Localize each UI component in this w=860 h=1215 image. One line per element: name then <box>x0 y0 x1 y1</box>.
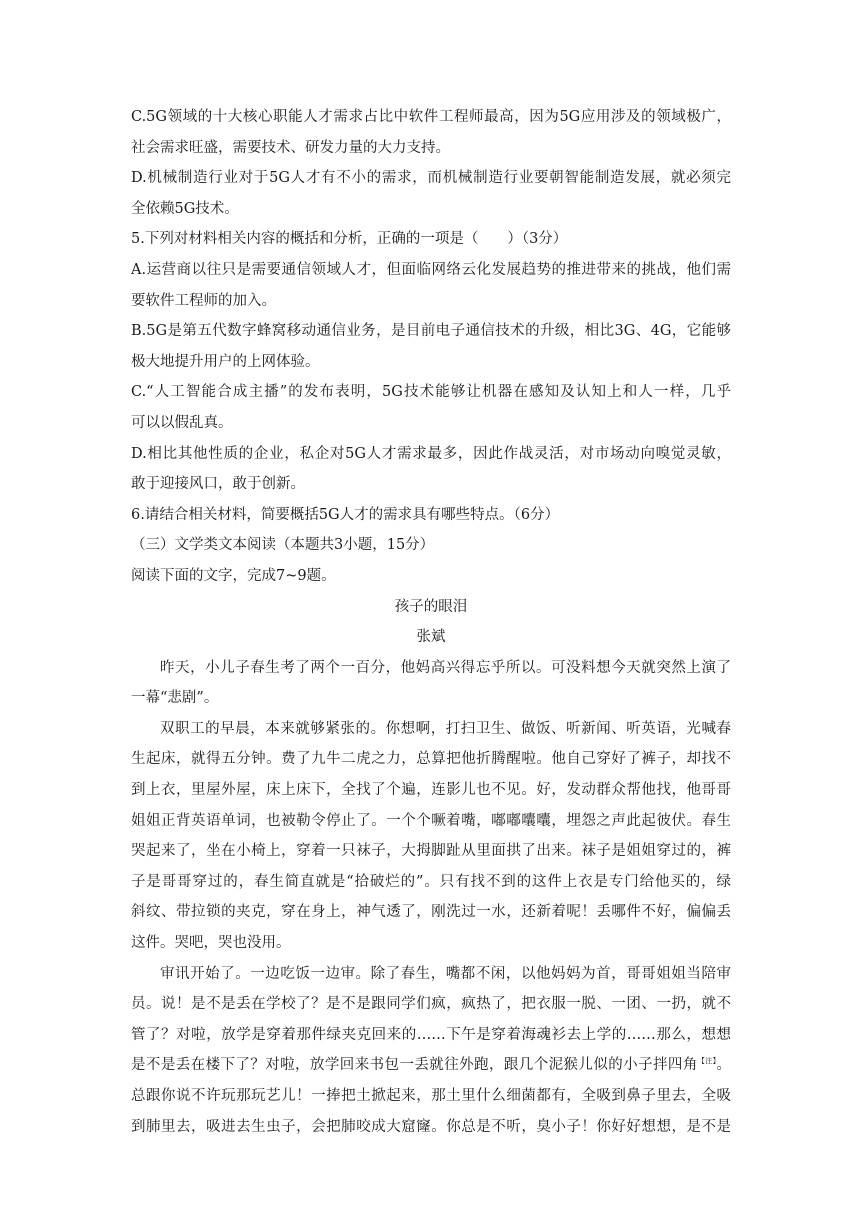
paragraph-line: 生起床，就得五分钟。费了九牛二虎之力，总算把他折腾醒啦。他自己穿好了裤子，却找不 <box>131 751 731 768</box>
footnote-marker: 【注】 <box>697 1057 717 1066</box>
document-page <box>131 102 731 1142</box>
paragraph-line: 姐姐正背英语单词，也被勒令停止了。一个个噘着嘴，嘟嘟囔囔，埋怨之声此起彼伏。春生 <box>131 812 731 829</box>
text-line: 极大地提升用户的上网体验。 <box>131 353 320 370</box>
paragraph-line: 到肺里去，吸进去生虫子，会把肺咬成大窟窿。你总是不听，臭小子！你好好想想，是不是 <box>131 1118 731 1135</box>
text-line: 社会需求旺盛，需要技术、研发力量的大力支持。 <box>131 139 450 156</box>
text-line: 敢于迎接风口，敢于创新。 <box>131 476 305 493</box>
option-d: D.相比其他性质的企业，私企对5G人才需求最多，因此作战灵活，对市场动向嗅觉灵敏， <box>131 445 731 462</box>
paragraph-line: 审讯开始了。一边吃饭一边审。除了春生，嘴都不闲，以他妈妈为首，哥哥姐姐当陪审 <box>160 965 731 982</box>
option-b: B.5G是第五代数字蜂窝移动通信业务，是目前电子通信技术的升级，相比3G、4G，它能够 <box>131 323 731 340</box>
text-line: 可以以假乱真。 <box>131 414 233 431</box>
section-heading: （三）文学类文本阅读（本题共3小题，15分） <box>131 537 435 554</box>
option-c: C.“人工智能合成主播”的发布表明，5G技术能够让机器在感知及认知上和人一样，几乎 <box>131 384 731 401</box>
sentence-end: 。 <box>716 1057 731 1074</box>
question-5: 5.下列对材料相关内容的概括和分析，正确的一项是（ ）（3分） <box>131 231 568 248</box>
paragraph-text: 是不是丢在楼下了？对啦，放学回来书包一丢就往外跑，跟几个泥猴儿似的小子拌四角 <box>131 1057 698 1074</box>
question-6: 6.请结合相关材料，简要概括5G人才的需求具有哪些特点。（6分） <box>131 506 560 523</box>
story-author: 张斌 <box>416 629 446 646</box>
paragraph-line: 双职工的早晨，本来就够紧张的。你想啊，打扫卫生、做饭、听新闻、听英语，光喊春 <box>160 720 731 737</box>
paragraph-line <box>131 1050 731 1081</box>
story-title: 孩子的眼泪 <box>394 598 468 615</box>
instructions: 阅读下面的文字，完成7~9题。 <box>131 567 336 584</box>
text-line: D.机械制造行业对于5G人才有不小的需求，而机械制造行业要朝智能制造发展，就必须完 <box>131 170 731 187</box>
paragraph-line: 子是哥哥穿过的，春生简直就是“拾破烂的”。只有找不到的这件上衣是专门给他买的，绿 <box>131 873 731 890</box>
paragraph-line: 昨天，小儿子春生考了两个一百分，他妈高兴得忘乎所以。可没料想今天就突然上演了 <box>160 659 731 676</box>
text-line: 全依赖5G技术。 <box>131 200 239 217</box>
paragraph-line: 员。说！是不是丢在学校了？是不是跟同学们疯，疯热了，把衣服一脱、一团、一扔，就不 <box>131 996 731 1013</box>
paragraph-line: 到上衣，里屋外屋，床上床下，全找了个遍，连影儿也不见。好，发动群众帮他找，他哥哥 <box>131 782 731 799</box>
text-line: 要软件工程师的加入。 <box>131 292 276 309</box>
paragraph-line: 斜纹、带拉锁的夹克，穿在身上，神气透了，刚洗过一水，还新着呢！丢哪件不好，偏偏丢 <box>131 904 731 921</box>
paragraph-line: 哭起来了，坐在小椅上，穿着一只袜子，大拇脚趾从里面拱了出来。袜子是姐姐穿过的，裤 <box>131 843 731 860</box>
paragraph-line: 一幕“悲剧”。 <box>131 690 219 707</box>
paragraph-line: 这件。哭吧，哭也没用。 <box>131 935 291 952</box>
paragraph-line: 总跟你说不许玩那玩艺儿！一捧把土掀起来，那土里什么细菌都有，全吸到鼻子里去，全吸 <box>131 1088 731 1104</box>
text-line: C.5G领域的十大核心职能人才需求占比中软件工程师最高，因为5G应用涉及的领域极广， <box>131 109 731 125</box>
paragraph-line: 管了？对啦，放学是穿着那件绿夹克回来的……下午是穿着海魂衫去上学的……那么，想想 <box>131 1026 731 1043</box>
option-a: A.运营商以往只是需要通信领域人才，但面临网络云化发展趋势的推进带来的挑战，他们需 <box>131 261 731 278</box>
